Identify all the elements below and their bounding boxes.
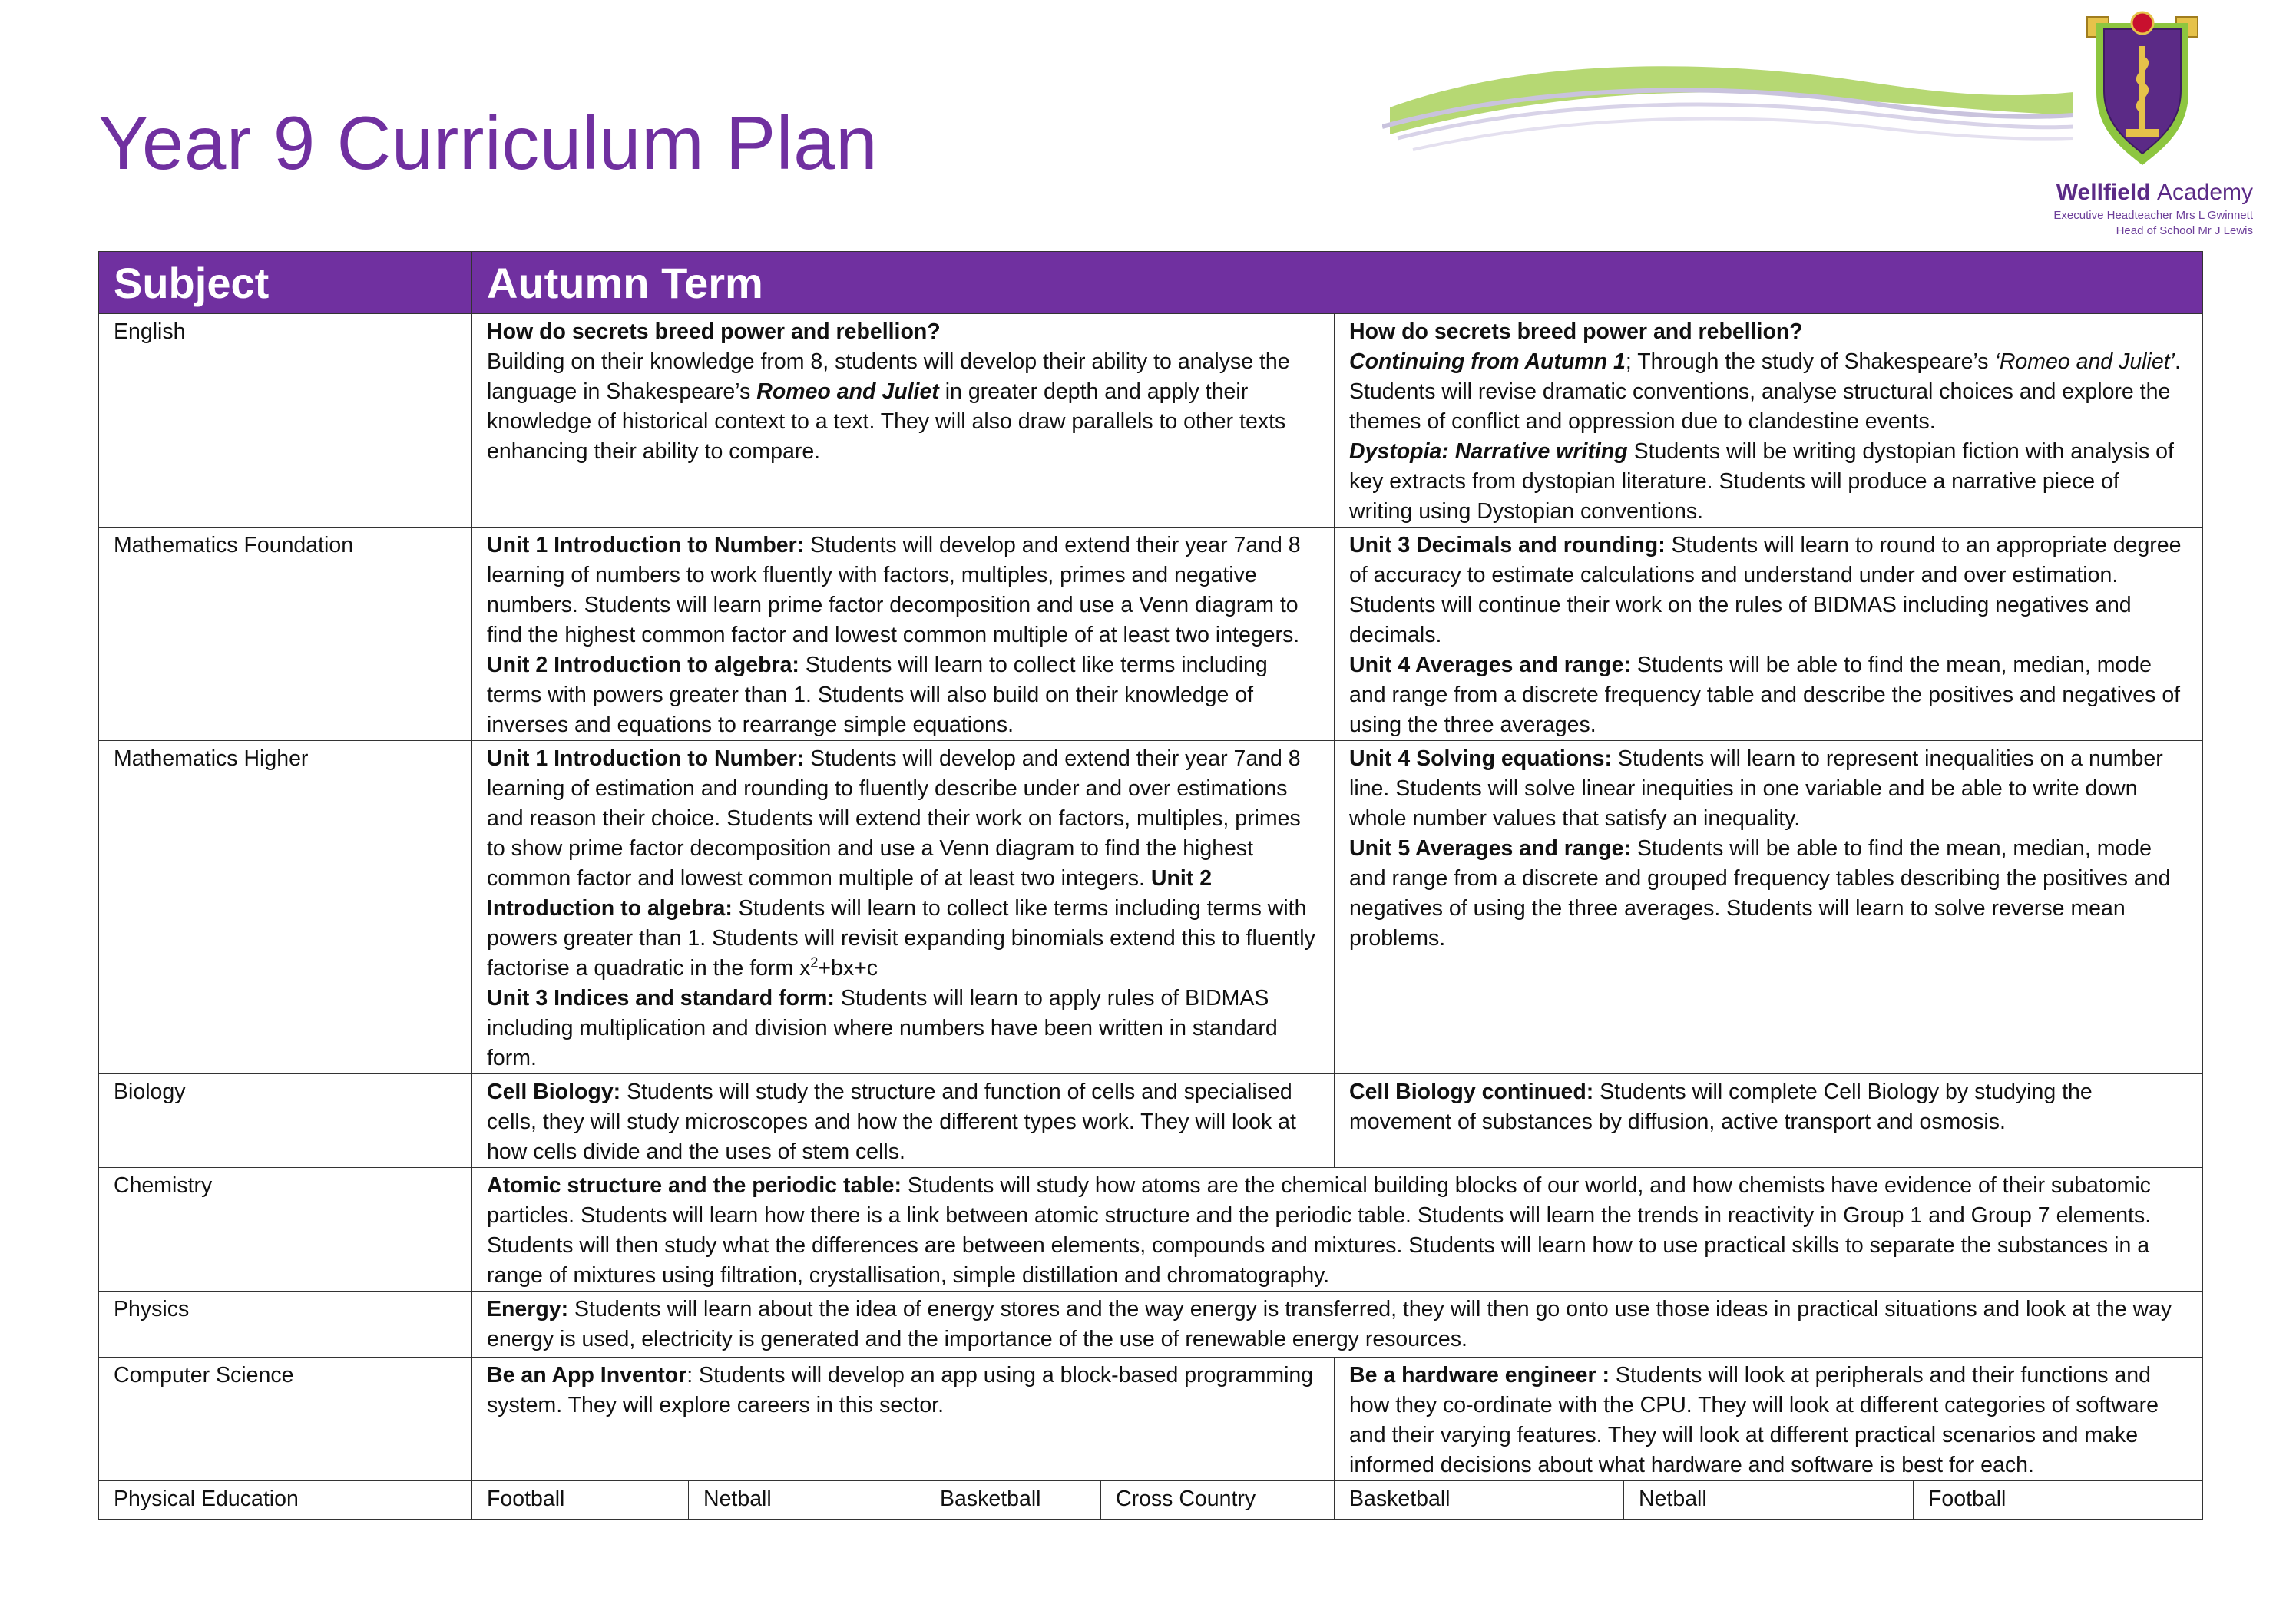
swoosh-graphic [1382,38,2073,169]
table-row-maths-higher [99,741,2203,1074]
table-row-physics [99,1292,2203,1358]
subject-cell: Chemistry [99,1168,472,1292]
autumn2-cell: Cell Biology continued: Students will complete Cell Biology by studying the movement of substances by diffusion, active transport and osmosis. [1335,1074,2203,1168]
autumn2-cell: Be a hardware engineer : Students will look at peripherals and their functions and how they co-ordinate with the CPU. They will look at different categories of software and their varying features. They will look at different practical scenarios and make informed decisions about what hardware and software is best for each. [1335,1358,2203,1481]
header-term: Autumn Term [472,252,2203,314]
autumn1-cell: Be an App Inventor: Students will develop an app using a block-based programming system. They will explore careers in this sector. [472,1358,1335,1481]
subject-cell: Mathematics Higher [99,741,472,1074]
school-name: Wellfield Academy [2056,180,2253,205]
subject-cell: Biology [99,1074,472,1168]
autumn1-cell: Unit 1 Introduction to Number: Students will develop and extend their year 7and 8 learning of estimation and rounding to fluently describe under and over estimations and reason their choice. Students will extend their work on factors, multiples, primes to show prime factor decomposition and use a Venn diagram to find the highest common factor and lowest common multiple of at least two integers. Unit 2 Introduction to algebra: Students will learn to collect like terms including terms with powers greater than 1. Students will revisit expanding binomials extend this to fluently factorise a quadratic in the form $x^2+bx+c$ Unit 3 Indices and standard form: Students will learn to apply rules of BIDMAS including multiplication and division where numbers have been written in standard form. [472,741,1335,1074]
headteacher-line: Executive Headteacher Mrs L Gwinnett [2053,209,2253,222]
subject-cell: Computer Science [99,1358,472,1481]
pe-activity-cell: Basketball [1335,1481,1624,1520]
table-row-english [99,314,2203,528]
autumn1-cell: Unit 1 Introduction to Number: Students will develop and extend their year 7and 8 learning of numbers to work fluently with factors, multiples, primes and negative numbers. Students will learn prime factor decomposition and use a Venn diagram to find the highest common factor and lowest common multiple of at least two integers. Unit 2 Introduction to algebra: Students will learn to collect like terms including terms with powers greater than 1. Students will also build on their knowledge of inverses and equations to rearrange simple equations. [472,528,1335,741]
header-subject: Subject [99,252,472,314]
table-row-chemistry [99,1168,2203,1292]
page-title: Year 9 Curriculum Plan [98,101,878,185]
subject-cell: Mathematics Foundation [99,528,472,741]
table-row-maths-foundation [99,528,2203,741]
pe-activity-cell: Netball [689,1481,925,1520]
subject-cell: English [99,314,472,528]
autumn1-cell: How do secrets breed power and rebellion? Building on their knowledge from 8, students will develop their ability to analyse the language in Shakespeare’s Romeo and Juliet in greater depth and apply their knowledge of historical context to a text. They will also draw parallels to other texts enhancing their ability to compare. [472,314,1335,528]
pe-activity-cell: Football [472,1481,689,1520]
head-of-school-line: Head of School Mr J Lewis [2116,224,2253,237]
school-crest-logo [2073,0,2212,177]
autumn1-cell: Cell Biology: Students will study the structure and function of cells and specialised cells, they will study microscopes and how the different types work. They will look at how cells divide and the uses of stem cells. [472,1074,1335,1168]
autumn2-cell: Unit 4 Solving equations: Students will learn to represent inequalities on a number line. Students will solve linear inequities in one variable and be able to write down whole number values that satisfy an inequality. Unit 5 Averages and range: Students will be able to find the mean, median, mode and range from a discrete and grouped frequency tables describing the positives and negatives of using the three averages. Students will learn to solve reverse mean problems. [1335,741,2203,1074]
table-row-biology [99,1074,2203,1168]
table-row-pe [99,1481,2203,1520]
pe-activity-cell: Football [1914,1481,2203,1520]
table-header-row [99,252,2203,314]
curriculum-table [98,251,2203,1520]
autumn-cell: Energy: Students will learn about the idea of energy stores and the way energy is transferred, they will then go onto use those ideas in practical situations and look at the way energy is used, electricity is generated and the importance of the use of renewable energy resources. [472,1292,2203,1358]
pe-activity-cell: Cross Country [1101,1481,1335,1520]
autumn2-cell: How do secrets breed power and rebellion? Continuing from Autumn 1; Through the study of Shakespeare’s ‘Romeo and Juliet’. Students will revise dramatic conventions, analyse structural choices and explore the themes of conflict and oppression due to clandestine events. Dystopia: Narrative writing Students will be writing dystopian fiction with analysis of key extracts from dystopian literature. Students will produce a narrative piece of writing using Dystopian conventions. [1335,314,2203,528]
table-row-computer-science [99,1358,2203,1481]
subject-cell: Physics [99,1292,472,1358]
autumn2-cell: Unit 3 Decimals and rounding: Students will learn to round to an appropriate degree of accuracy to estimate calculations and understand under and over estimation. Students will continue their work on the rules of BIDMAS including negatives and decimals. Unit 4 Averages and range: Students will be able to find the mean, median, mode and range from a discrete frequency table and describe the positives and negatives of using the three averages. [1335,528,2203,741]
autumn-cell: Atomic structure and the periodic table: Students will study how atoms are the chemical building blocks of our world, and how chemists have evidence of their subatomic particles. Students will learn how there is a link between atomic structure and the periodic table. Students will learn the trends in reactivity in Group 1 and Group 7 elements. Students will then study what the differences are between elements, compounds and mixtures. Students will learn how to use practical skills to separate the substances in a range of mixtures using filtration, crystallisation, simple distillation and chromatography. [472,1168,2203,1292]
subject-cell: Physical Education [99,1481,472,1520]
pe-activity-cell: Netball [1624,1481,1914,1520]
pe-activity-cell: Basketball [925,1481,1101,1520]
